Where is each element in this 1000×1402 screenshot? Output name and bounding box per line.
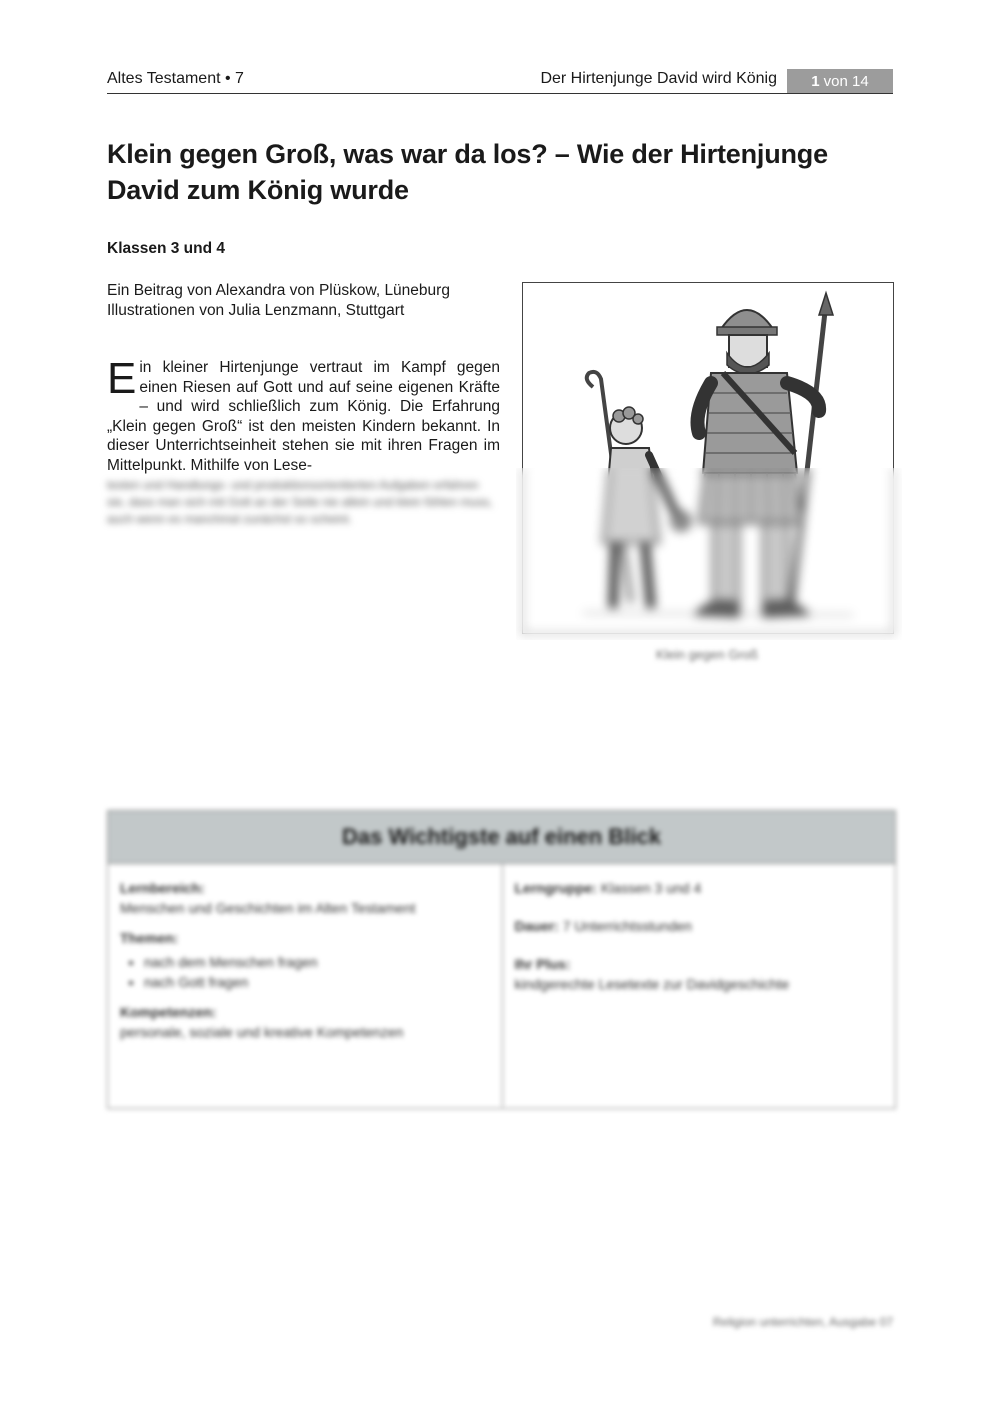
page-header	[107, 66, 893, 94]
page-total: von 14	[823, 72, 869, 90]
intro-text: in kleiner Hirtenjunge vertraut im Kampf gegen einen Riesen auf Gott und auf seine eigenen Kräfte – und wird schließlich zum König. Die Erfahrung „Klein gegen Groß“ ist den meisten Kindern bekannt. In dieser Unterrichtseinheit stehen sie mit ihren Fragen im Mittelpunkt. Mithilfe von Lese-	[107, 359, 500, 474]
overview-value: Menschen und Geschichten im Alten Testament	[120, 900, 416, 916]
blurred-text-block: texten und Handlungs- und produktionsorientierten Aufgaben erfahren sie, dass man sich mit Gott an der Seite nie allein und klein fühlen muss, auch wenn es manchmal zunächst so scheint.	[107, 478, 493, 526]
overview-left-column	[108, 864, 502, 1107]
overview-body	[108, 864, 895, 1107]
page-current: 1	[811, 72, 820, 90]
list-item: • nach dem Menschen fragen	[144, 952, 490, 972]
header-series: Altes Testament • 7	[107, 70, 244, 87]
illustrator-line: Illustrationen von Julia Lenzmann, Stuttgart	[107, 302, 405, 319]
author-line: Ein Beitrag von Alexandra von Plüskow, Lüneburg	[107, 282, 450, 299]
figure-caption: Klein gegen Groß	[656, 647, 758, 662]
topic-list	[120, 952, 490, 992]
page-indicator	[787, 69, 893, 93]
byline	[107, 281, 450, 321]
overview-label: Kompetenzen:	[120, 1004, 217, 1020]
overview-label: Lernbereich:	[120, 880, 205, 896]
overview-label: Dauer:	[514, 918, 559, 934]
grade-level: Klassen 3 und 4	[107, 240, 226, 257]
illustration-blur-overlay	[516, 468, 902, 640]
overview-row	[515, 916, 884, 936]
overview-row	[515, 878, 884, 898]
overview-box	[107, 810, 896, 1109]
intro-paragraph	[107, 354, 500, 476]
overview-value: kindgerechte Lesetexte zur Davidgeschichte	[514, 976, 790, 992]
overview-label: Ihr Plus:	[514, 956, 571, 972]
drop-cap: E	[107, 354, 137, 403]
page-footer: Religion unterrichten, Ausgabe 07	[712, 1315, 893, 1329]
overview-value: Klassen 3 und 4	[600, 880, 702, 896]
overview-value: 7 Unterrichtsstunden	[562, 918, 692, 934]
header-unit-title: Der Hirtenjunge David wird König	[540, 70, 777, 87]
overview-value: personale, soziale und kreative Kompetenzen	[120, 1024, 404, 1040]
overview-right-column	[502, 864, 896, 1107]
overview-label: Lerngruppe:	[514, 880, 597, 896]
page-title: Klein gegen Groß, was war da los? – Wie der Hirtenjunge David zum König wurde	[107, 139, 828, 205]
overview-heading: Das Wichtigste auf einen Blick	[108, 811, 895, 864]
list-item: • nach Gott fragen	[144, 972, 490, 992]
overview-label: Themen:	[120, 930, 179, 946]
